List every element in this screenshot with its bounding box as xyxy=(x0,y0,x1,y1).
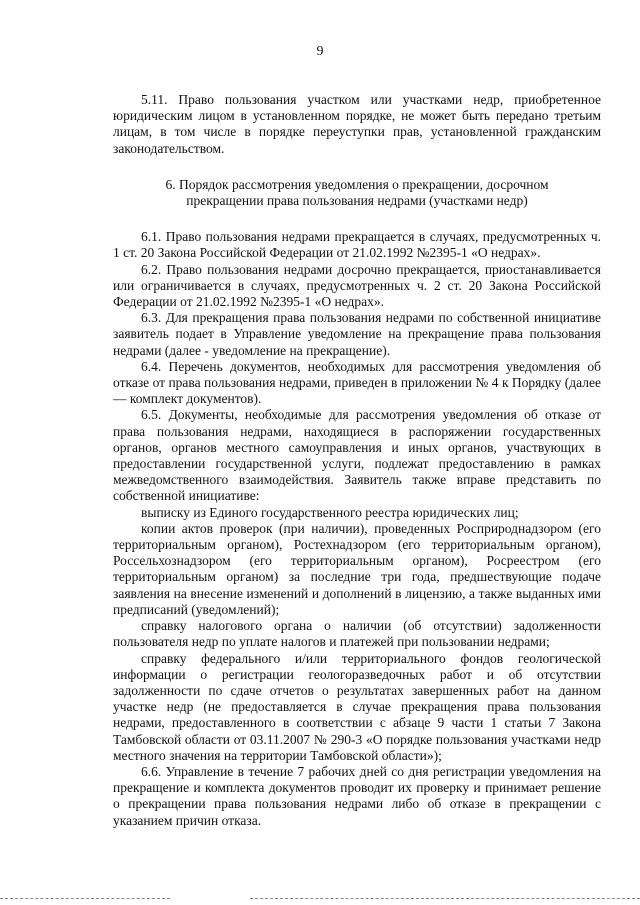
paragraph-6-2: 6.2. Право пользования недрами досрочно прекращается, приостанавливается или ограничивается в случаях, предусмотренных ч. 2 ст. 20 Закона Российской Федерации от 21.02.1992 №2395-1 «О недрах». xyxy=(113,261,601,310)
list-item: выписку из Единого государственного реестра юридических лиц; xyxy=(141,504,519,520)
paragraph-6-1: 6.1. Право пользования недрами прекращается в случаях, предусмотренных ч. 1 ст. 20 Закона Российской Федерации от 21.02.1992 №2395-1 «О недрах». xyxy=(113,229,601,261)
footer-divider xyxy=(0,898,170,899)
document-body xyxy=(113,92,601,829)
paragraph-6-6: 6.6. Управление в течение 7 рабочих дней со дня регистрации уведомления на прекращение и комплекта документов проводит их проверку и принимает решение о прекращении права пользования недрами либо об отказе в прекращении с указанием причин отказа. xyxy=(113,763,601,828)
list-item: копии актов проверок (при наличии), проведенных Росприроднадзором (его территориальным органом), Ростехнадзором (его территориальным органом), Россельхознадзором (его территориальным органом), Росреестром (его территориальным органом) за последние три года, предшествующие подаче заявления на внесение изменений и дополнений в лицензию, а также выданных ими предписаний (уведомлений); xyxy=(113,520,601,617)
paragraph-6-5: 6.5. Документы, необходимые для рассмотрения уведомления об отказе от права пользования недрами, находящиеся в распоряжении государственных органов, органов местного самоуправления и иных органов, участвующих в предоставлении государственной услуги, подлежат предоставлению в рамках межведомственного взаимодействия. Заявитель также вправе представить по собственной инициативе: xyxy=(113,407,601,504)
paragraph-5-11: 5.11. Право пользования участком или участками недр, приобретенное юридическим лицом в установленном порядке, не может быть передано третьим лицам, в том числе в порядке переуступки прав, установленной гражданским законодательством. xyxy=(113,92,601,156)
list-item: справку налогового органа о наличии (об отсутствии) задолженности пользователя недр по уплате налогов и платежей при пользовании недрами; xyxy=(113,618,601,650)
section-6-heading: 6. Порядок рассмотрения уведомления о прекращении, досрочном прекращении права пользования недрами (участками недр) xyxy=(165,176,549,209)
footer-divider xyxy=(250,898,640,899)
paragraph-6-3: 6.3. Для прекращения права пользования недрами по собственной инициативе заявитель подает в Управление уведомление на прекращение права пользования недрами (далее - уведомление на прекращение). xyxy=(113,310,601,358)
paragraph-6-4: 6.4. Перечень документов, необходимых для рассмотрения уведомления об отказе от права пользования недрами, приведен в приложении № 4 к Порядку (далее — комплект документов). xyxy=(113,358,601,407)
page-number: 9 xyxy=(316,44,324,59)
list-item: справку федерального и/или территориального фондов геологической информации о регистрации геологоразведочных работ и об отсутствии задолженности по сдаче отчетов о результатах завершенных работ на данном участке недр (не предоставляется в случае прекращения права пользования недрами, предоставленного в соответствии с абзаце 9 части 1 статьи 7 Закона Тамбовской области от 03.11.2007 № 290-3 «О порядке пользования участками недр местного значения на территории Тамбовской области»); xyxy=(113,650,601,763)
